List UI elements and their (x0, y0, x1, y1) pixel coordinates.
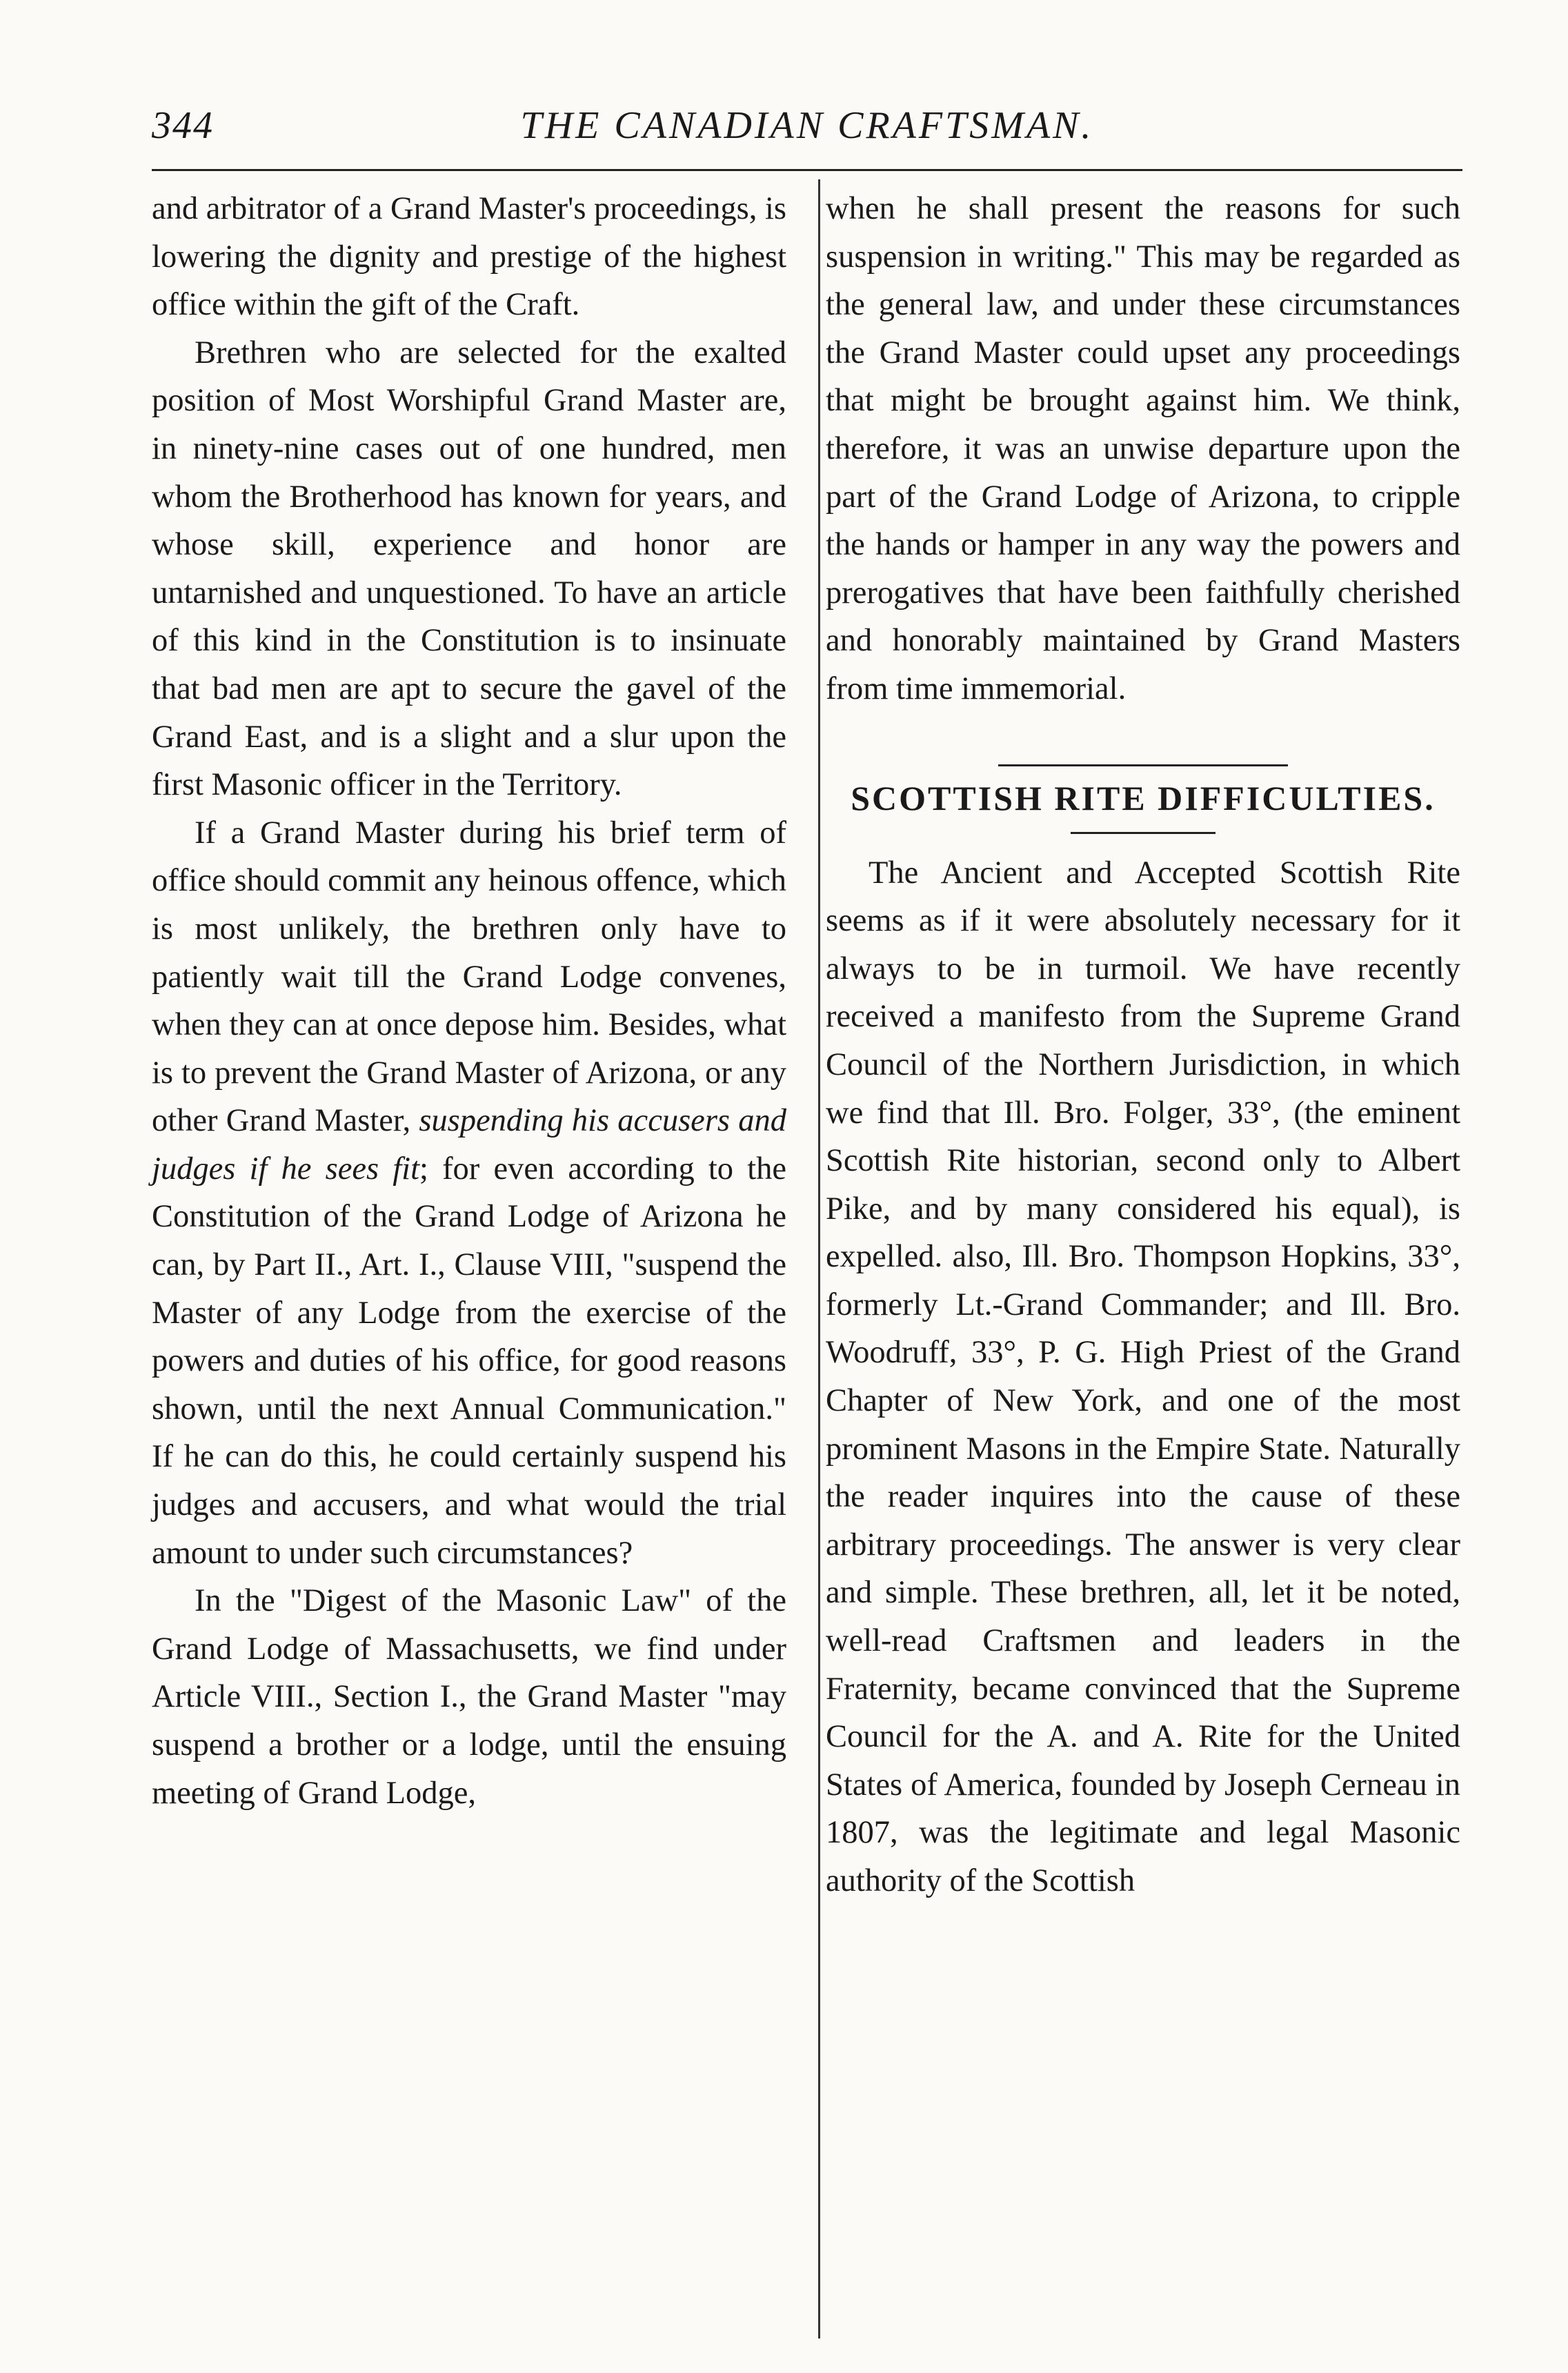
running-title: THE CANADIAN CRAFTSMAN. (520, 104, 1094, 147)
right-column (826, 185, 1460, 1905)
paragraph: and arbitrator of a Grand Master's proceedings, is lowering the dignity and prestige of the highest office within the gift of the Craft. (152, 191, 786, 323)
column-divider (818, 179, 820, 2339)
italic-phrase: suspending his accusers and judges if he sees fit (152, 1103, 786, 1186)
page-number: 344 (152, 104, 214, 147)
paragraph: The Ancient and Accepted Scottish Rite seems as if it were absolutely necessary for it always to be in turmoil. We have recently received a manifesto from the Supreme Grand Council of the Northern Jurisdiction, in which we find that Ill. Bro. Folger, 33°, (the eminent Scottish Rite historian, second only to Albert Pike, and by many considered his equal), is expelled. also, Ill. Bro. Thompson Hopkins, 33°, formerly Lt.-Grand Commander; and Ill. Bro. Woodruff, 33°, P. G. High Priest of the Grand Chapter of New York, and one of the most prominent Masons in the Empire State. Naturally the reader inquires into the cause of these arbitrary proceedings. The answer is very clear and simple. These brethren, all, let it be noted, well-read Craftsmen and leaders in the Fraternity, became convinced that the Supreme Council for the A. and A. Rite for the United States of America, founded by Joseph Cerneau in 1807, was the legitimate and legal Masonic authority of the Scottish (826, 855, 1460, 1898)
paragraph-text: If a Grand Master during his brief term of office should commit any heinous offence, which is most unlikely, the brethren only have to patiently wait till the Grand Lodge convenes, when they can at once depose him. Besides, what is to prevent the Grand Master of Arizona, or any other Grand Master, (152, 815, 786, 1139)
section-ornament-rule (826, 739, 1460, 767)
paragraph: when he shall present the reasons for such suspension in writing." This may be regarded as the general law, and under these circumstances the Grand Master could upset any proceedings that might be brought against him. We think, therefore, it was an unwise departure upon the part of the Grand Lodge of Arizona, to cripple the hands or hamper in any way the powers and prerogatives that have been faithfully cherished and honorably maintained by Grand Masters from time immemorial. (826, 191, 1460, 706)
paragraph-text: ; for even according to the Constitution of the Grand Lodge of Arizona he can, by Part II., Art. I., Clause VIII, "suspend the Master of any Lodge from the exercise of the powers and duties of his office, for good reasons shown, until the next Annual Communication." If he can do this, he could certainly suspend his judges and accusers, and what would the trial amount to under such circumstances? (152, 1151, 787, 1571)
header-rule (152, 169, 1462, 171)
paragraph (152, 809, 786, 1578)
paragraph: Brethren who are selected for the exalted position of Most Worshipful Grand Master are, in ninety-nine cases out of one hundred, men whom the Brotherhood has known for years, and whose skill, experience and honor are untarnished and unquestioned. To have an article of this kind in the Constitution is to insinuate that bad men are apt to secure the gavel of the Grand East, and is a slight and a slur upon the first Masonic officer in the Territory. (152, 335, 786, 803)
left-column (152, 185, 786, 1817)
title-rule (1071, 832, 1215, 834)
section-title: SCOTTISH RITE DIFFICULTIES. (851, 778, 1436, 817)
page-header (152, 103, 1462, 159)
paragraph: In the "Digest of the Masonic Law" of the Grand Lodge of Massachusetts, we find under Article VIII., Section I., the Grand Master "may suspend a brother or a lodge, until the ensuing meeting of Grand Lodge, (152, 1583, 786, 1811)
